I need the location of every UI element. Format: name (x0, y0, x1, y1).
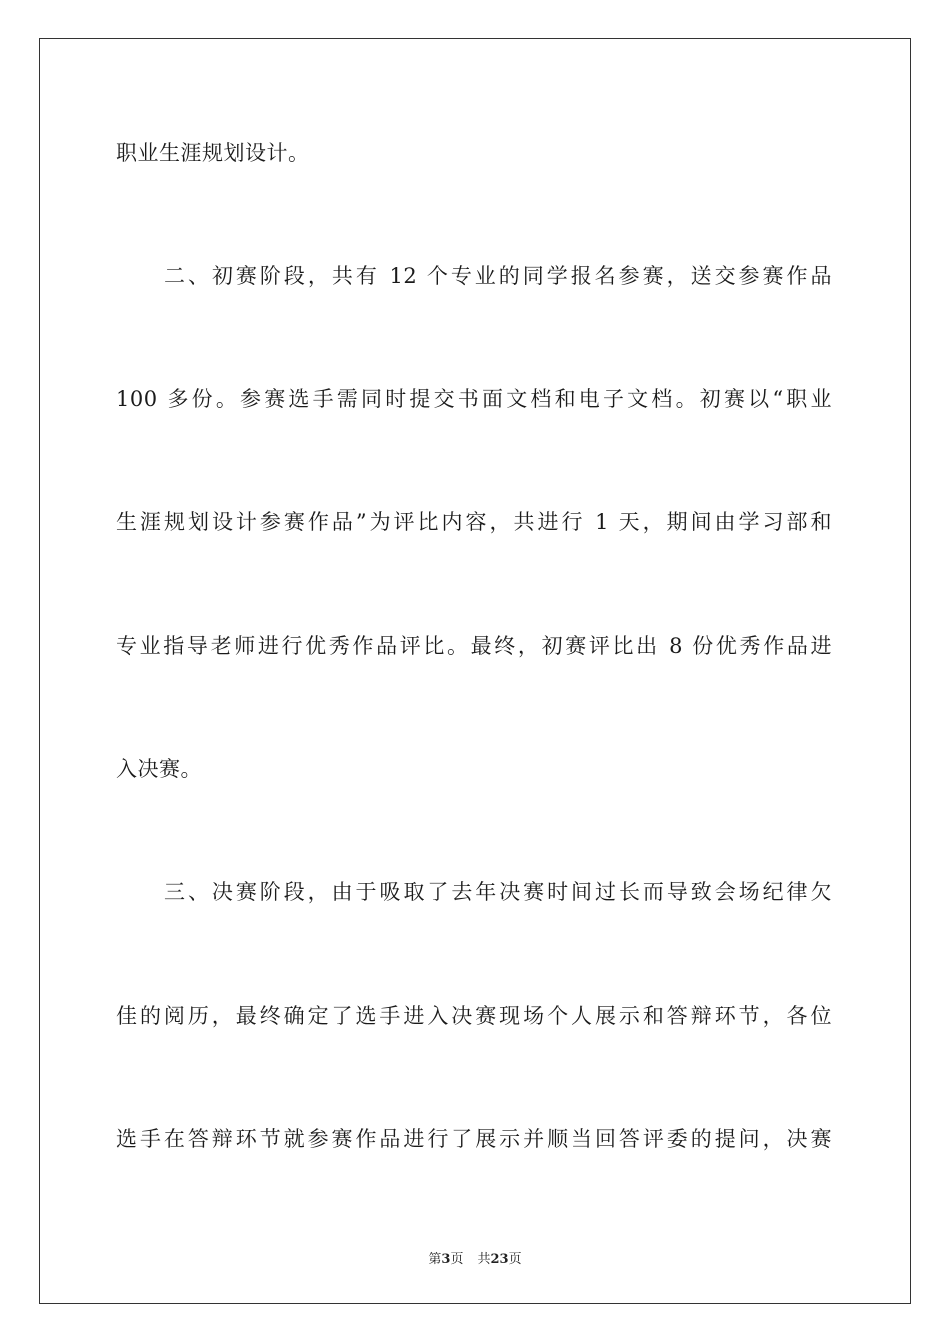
paragraph-line: 专业指导老师进行优秀作品评比。最终，初赛评比出 8 份优秀作品进 (116, 634, 832, 658)
total-prefix: 共 (477, 1252, 491, 1267)
paragraph-line: 佳的阅历，最终确定了选手进入决赛现场个人展示和答辩环节，各位 (116, 1004, 832, 1028)
paragraph-line: 职业生涯规划设计。 (116, 141, 310, 165)
page-suffix: 页 (450, 1252, 464, 1267)
total-pages: 23 (490, 1252, 509, 1267)
paragraph-line: 100 多份。参赛选手需同时提交书面文档和电子文档。初赛以“职业 (116, 387, 832, 411)
page-footer (0, 1248, 950, 1267)
total-suffix: 页 (508, 1252, 522, 1267)
page-number: 3 (441, 1252, 451, 1267)
page-prefix: 第 (428, 1252, 442, 1267)
paragraph-line: 入决赛。 (116, 757, 202, 781)
page-border (39, 38, 911, 1304)
paragraph-line: 生涯规划设计参赛作品”为评比内容，共进行 1 天，期间由学习部和 (116, 510, 832, 534)
paragraph-line: 二、初赛阶段，共有 12 个专业的同学报名参赛，送交参赛作品 (164, 264, 832, 288)
paragraph-line: 三、决赛阶段，由于吸取了去年决赛时间过长而导致会场纪律欠 (164, 880, 832, 904)
paragraph-line: 选手在答辩环节就参赛作品进行了展示并顺当回答评委的提问，决赛 (116, 1127, 832, 1151)
